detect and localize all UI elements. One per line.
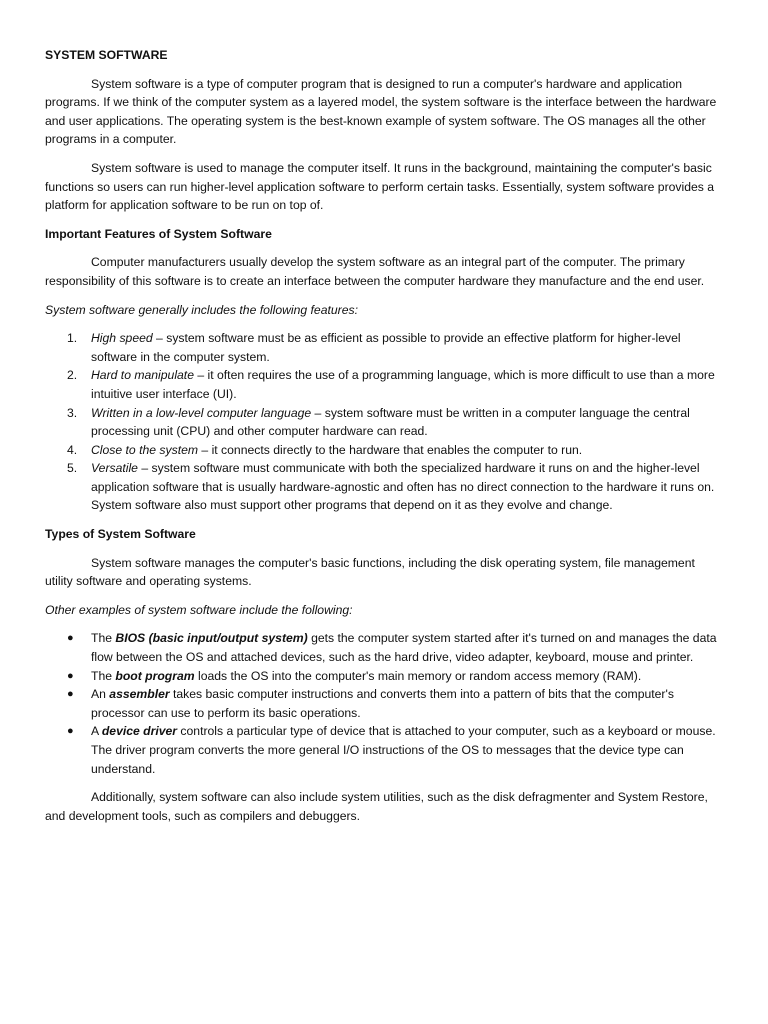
feature-text: – it often requires the use of a programming language, which is more difficult to use than a more intuitive user interface (UI). [91,368,715,401]
feature-item [67,441,724,460]
paragraph-types: System software manages the computer's basic functions, including the disk operating system, file management utility software and operating systems. [45,555,695,589]
bullet-icon: ● [67,669,74,682]
features-list [45,329,724,515]
feature-text: – system software must be as efficient as possible to provide an effective platform for higher-level software in the computer system. [91,331,681,364]
feature-text: – it connects directly to the hardware that enables the computer to run. [198,442,583,457]
feature-text: – system software must communicate with both the specialized hardware it runs on and the higher-level application software that is usually hardware-agnostic and often has no direct connection to the hardware it runs on. System software also must support other programs that depend on it as they evolve and change. [91,461,715,513]
example-text: gets the computer system started after it's turned on and manages the data flow between the OS and attached devices, such as the hard drive, video adapter, keyboard, mouse and printer. [91,631,717,665]
example-term: BIOS (basic input/output system) [115,631,308,646]
feature-term: High speed [91,331,153,346]
section-heading-features: Important Features of System Software [45,226,272,241]
paragraph-manufacturers: Computer manufacturers usually develop the system software as an integral part of the computer. The primary responsibility of this software is to create an interface between the computer hardware they manufacture and the end user. [45,255,705,288]
feature-item [67,329,724,366]
list-number: 3. [67,405,78,420]
feature-item [67,404,724,441]
feature-term: Close to the system [91,442,199,457]
feature-term: Written in a low-level computer language [91,405,312,420]
feature-term: Versatile [91,461,138,476]
section-heading-types: Types of System Software [45,527,196,542]
list-number: 2. [67,368,78,383]
example-prefix: The [91,668,116,683]
example-term: assembler [109,687,170,702]
example-text: controls a particular type of device that is attached to your computer, such as a keyboard or mouse. The driver program converts the more general I/O instructions of the OS to messages that the device type can understand. [91,724,716,776]
paragraph-purpose: System software is used to manage the computer itself. It runs in the background, maintaining the computer's basic functions so users can run higher-level application software to perform certain tasks. Essentially, system software provides a platform for application software to be run on top of. [45,160,715,213]
example-item [67,629,724,666]
list-number: 4. [67,442,78,457]
features-intro: System software generally includes the following features: [45,302,358,317]
example-prefix: A [91,724,102,739]
example-prefix: The [91,631,116,646]
bullet-icon: ● [67,725,74,738]
paragraph-closing: Additionally, system software can also include system utilities, such as the disk defragmenter and System Restore, and development tools, such as compilers and debuggers. [45,790,708,823]
paragraph-intro: System software is a type of computer program that is designed to run a computer's hardware and application programs. If we think of the computer system as a layered model, the system software is the interface between the hardware and user applications. The operating system is the best-known example of system software. The OS manages all the other programs in a computer. [45,76,717,147]
example-item [67,722,724,778]
list-number: 5. [67,461,78,476]
example-text: takes basic computer instructions and converts them into a pattern of bits that the computer's processor can use to perform its basic operations. [91,687,674,720]
bullet-icon: ● [67,688,74,701]
feature-text: – system software must be written in a computer language the central processing unit (CPU) and other computer hardware can read. [91,405,690,439]
example-item [67,667,724,686]
list-number: 1. [67,331,78,346]
examples-list [45,629,724,778]
feature-item [67,366,724,403]
examples-intro: Other examples of system software include the following: [45,602,353,617]
bullet-icon: ● [67,632,74,645]
example-text: loads the OS into the computer's main memory or random access memory (RAM). [194,668,642,683]
example-term: device driver [101,724,178,739]
example-prefix: An [91,687,110,702]
feature-term: Hard to manipulate [91,368,194,383]
document-title: SYSTEM SOFTWARE [45,48,168,62]
example-item [67,685,724,722]
feature-item [67,459,724,515]
example-term: boot program [115,668,195,683]
